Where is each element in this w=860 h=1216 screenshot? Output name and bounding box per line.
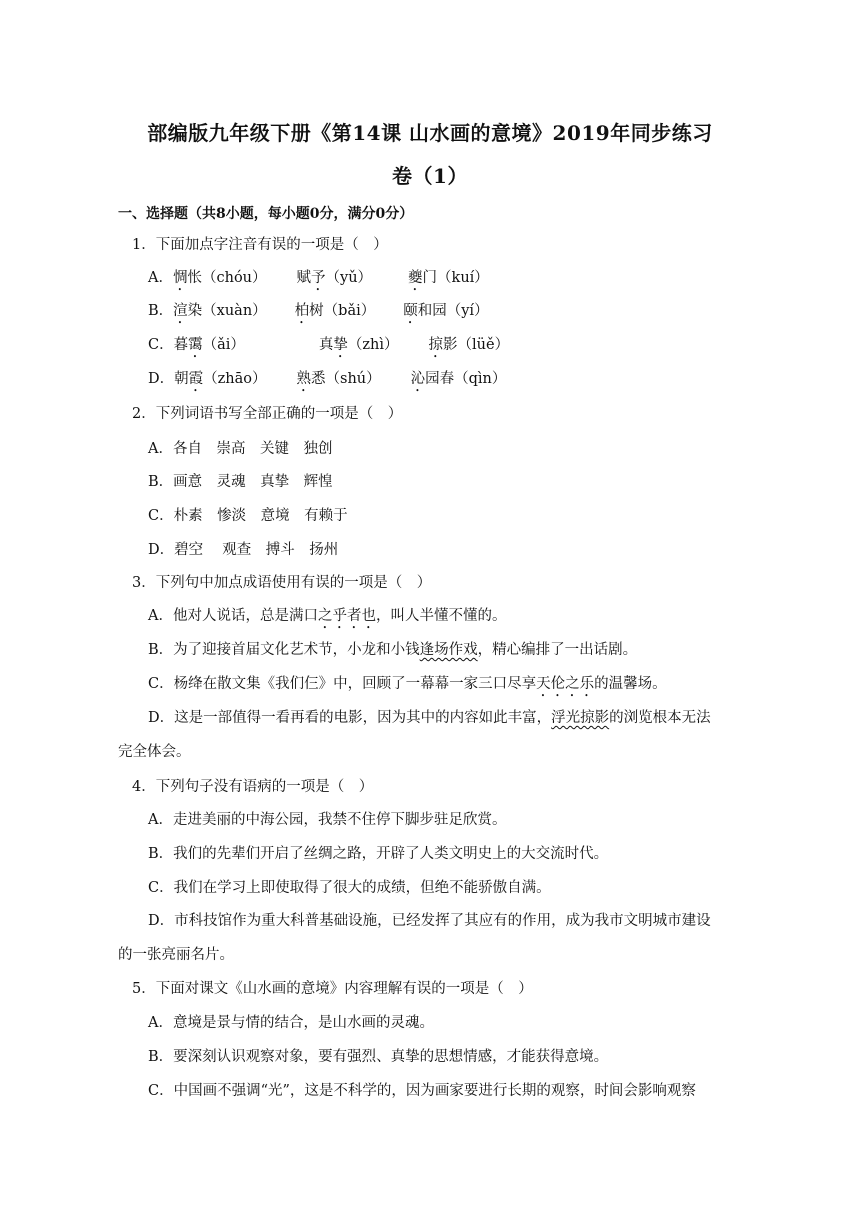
question-3-stem: 3．下列句中加点成语使用有误的一项是（ ） xyxy=(132,575,432,591)
dotted-char: 柏 xyxy=(294,303,310,319)
option-text: D．这是一部值得一看再看的电影，因为其中的内容如此丰富， xyxy=(148,710,552,726)
option-text: 赋 xyxy=(296,270,312,286)
page-title-line1: 部编版九年级下册《第14课 山水画的意境》2019年同步练习 xyxy=(147,121,713,145)
question-4-option-b: B．我们的先辈们开启了丝绸之路，开辟了人类文明史上的大交流时代。 xyxy=(148,846,609,862)
question-5-stem: 5．下面对课文《山水画的意境》内容理解有误的一项是（ ） xyxy=(132,981,533,997)
dotted-idiom: 之乎者也 xyxy=(317,608,376,624)
marked-idiom: 逢场作戏 xyxy=(419,642,478,658)
question-1-stem: 1．下面加点字注音有误的一项是（ ） xyxy=(132,237,388,253)
option-text: 的温馨场。 xyxy=(594,676,667,692)
dotted-char: 予 xyxy=(311,270,326,286)
option-label: B． xyxy=(148,303,174,319)
question-2-option-a: A．各自 崇高 关键 独创 xyxy=(148,441,333,457)
option-text: ，精心编排了一出话剧。 xyxy=(477,642,638,658)
question-1-option-d xyxy=(148,369,506,395)
dotted-char: 渲 xyxy=(173,303,188,319)
question-4-option-a: A．走进美丽的中海公园，我禁不住停下脚步驻足欣赏。 xyxy=(148,812,507,828)
question-4-option-d-continued: 的一张亮丽名片。 xyxy=(118,947,234,963)
option-text: B．为了迎接首届文化艺术节，小龙和小钱 xyxy=(148,642,420,658)
question-4-stem: 4．下列句子没有语病的一项是（ ） xyxy=(132,779,374,795)
marked-idiom: 浮光掠影 xyxy=(551,710,610,726)
option-text: 树（bǎi） xyxy=(309,303,376,319)
question-4-option-d: D．市科技馆作为重大科普基础设施，已经发挥了其应有的作用，成为我市文明城市建设 xyxy=(148,913,711,929)
question-2-option-b: B．画意 灵魂 真挚 辉惶 xyxy=(148,474,333,490)
dotted-char: 颐 xyxy=(403,303,418,319)
dotted-idiom: 天伦之乐 xyxy=(536,676,595,692)
option-text: 染（xuàn） xyxy=(187,303,267,319)
option-text: （yǔ） xyxy=(325,270,373,286)
dotted-char: 夔 xyxy=(408,270,423,286)
question-1-option-c xyxy=(148,335,509,361)
question-3-option-d-continued: 完全体会。 xyxy=(118,744,191,760)
question-2-option-d: D．碧空 观查 搏斗 扬州 xyxy=(148,542,339,558)
option-text: 影（lüě） xyxy=(443,337,510,353)
dotted-char: 掠 xyxy=(428,337,444,353)
question-2-stem: 2．下列词语书写全部正确的一项是（ ） xyxy=(132,406,403,422)
option-text: （zhì） xyxy=(347,337,399,353)
question-2-option-c: C．朴素 惨淡 意境 有赖于 xyxy=(148,508,348,524)
dotted-char: 霞 xyxy=(188,371,204,387)
dotted-char: 霭 xyxy=(188,337,203,353)
option-text: 园春（qìn） xyxy=(425,371,507,387)
dotted-char: 挚 xyxy=(333,337,348,353)
question-1-option-a xyxy=(148,268,489,294)
option-label: A． xyxy=(148,270,173,286)
question-5-option-b: B．要深刻认识观察对象，要有强烈、真挚的思想情感，才能获得意境。 xyxy=(148,1049,609,1065)
option-text: 和园（yí） xyxy=(417,303,489,319)
dotted-char: 沁 xyxy=(410,371,426,387)
section-heading: 一、选择题（共8小题，每小题0分，满分0分） xyxy=(118,206,414,222)
option-text: 怅（chóu） xyxy=(187,270,267,286)
option-text: （ǎi） xyxy=(202,337,245,353)
question-4-option-c: C．我们在学习上即使取得了很大的成绩，但绝不能骄傲自满。 xyxy=(148,880,551,896)
option-text: 门（kuí） xyxy=(422,270,489,286)
option-text: C．杨绛在散文集《我们仨》中，回顾了一幕幕一家三口尽享 xyxy=(148,676,537,692)
question-3-option-d xyxy=(148,708,711,728)
option-text: 真 xyxy=(318,337,334,353)
question-5-option-a: A．意境是景与情的结合，是山水画的灵魂。 xyxy=(148,1015,434,1031)
page-title-line2: 卷（1） xyxy=(392,164,468,188)
option-text: （zhāo） xyxy=(203,371,267,387)
question-3-option-c xyxy=(148,674,667,700)
option-text: 的浏览根本无法 xyxy=(609,710,711,726)
question-1-option-b xyxy=(148,301,489,327)
question-3-option-a xyxy=(148,606,506,632)
option-text: 悉（shú） xyxy=(311,371,381,387)
option-label: C．暮 xyxy=(148,337,189,353)
option-text: ，叫人半懂不懂的。 xyxy=(375,608,507,624)
dotted-char: 熟 xyxy=(296,371,311,387)
option-text: A．他对人说话，总是满口 xyxy=(148,608,318,624)
question-3-option-b xyxy=(148,640,637,660)
option-label: D．朝 xyxy=(148,371,189,387)
question-5-option-c: C．中国画不强调“光”，这是不科学的，因为画家要进行长期的观察，时间会影响观察 xyxy=(148,1083,696,1099)
dotted-char: 惆 xyxy=(172,270,188,286)
